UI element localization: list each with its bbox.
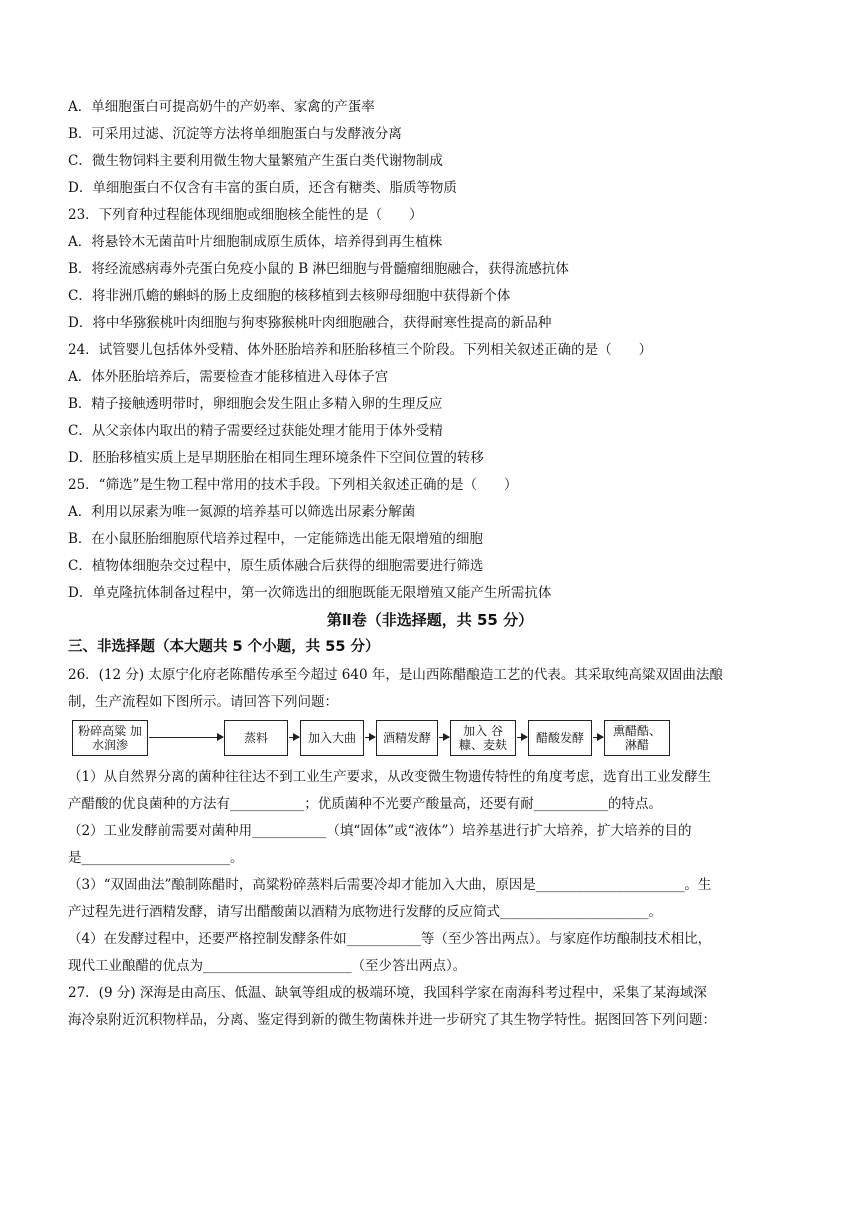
q24-stem: 24．试管婴儿包括体外受精、体外胚胎培养和胚胎移植三个阶段。下列相关叙述正确的是（ ） xyxy=(68,342,653,358)
flow-arrow xyxy=(517,737,527,738)
q26-intro-line-2: 制，生产流程如下图所示。请回答下列问题： xyxy=(68,694,338,710)
flow-step-steam: 蒸料 xyxy=(224,720,288,756)
q27-intro-line-1: 27．(9 分) 深海是由高压、低温、缺氧等组成的极端环境，我国科学家在南海科考过程中，采集了某海域深 xyxy=(68,985,707,1001)
flow-step-alcohol-fermentation: 酒精发酵 xyxy=(376,720,438,756)
q26-part1-line-2: 产醋酸的优良菌种的方法有___________；优质菌种不光要产酸量高，还要有耐___________的特点。 xyxy=(68,796,662,812)
flow-arrow xyxy=(289,737,299,738)
part-title: 三、非选择题（本大题共 5 个小题，共 55 分） xyxy=(68,639,380,655)
q22-option-a: A．单细胞蛋白可提高奶牛的产奶率、家禽的产蛋率 xyxy=(68,99,375,115)
q25-option-c: C．植物体细胞杂交过程中，原生质体融合后获得的细胞需要进行筛选 xyxy=(68,558,484,574)
q26-part2-line-1: （2）工业发酵前需要对菌种用___________（填“固体”或“液体”）培养基进行扩大培养，扩大培养的目的 xyxy=(68,823,692,839)
q23-option-b: B．将经流感病毒外壳蛋白免疫小鼠的 B 淋巴细胞与骨髓瘤细胞融合，获得流感抗体 xyxy=(68,261,569,277)
flow-step-add-daqu: 加入大曲 xyxy=(300,720,364,756)
q25-option-b: B．在小鼠胚胎细胞原代培养过程中，一定能筛选出能无限增殖的细胞 xyxy=(68,531,483,547)
q25-stem: 25．“筛选”是生物工程中常用的技术手段。下列相关叙述正确的是（ ） xyxy=(68,477,518,493)
q25-option-d: D．单克隆抗体制备过程中，第一次筛选出的细胞既能无限增殖又能产生所需抗体 xyxy=(68,585,552,601)
q26-part4-line-1: （4）在发酵过程中，还要严格控制发酵条件如___________等（至少答出两点）。与家庭作坊酿制技术相比， xyxy=(68,931,712,947)
flow-arrow xyxy=(365,737,375,738)
q26-part3-line-1: （3）“双固曲法”酿制陈醋时，高粱粉碎蒸料后需要冷却才能加入大曲，原因是______________________。生 xyxy=(68,877,712,893)
q23-option-d: D．将中华猕猴桃叶肉细胞与狗枣猕猴桃叶肉细胞融合，获得耐寒性提高的新品种 xyxy=(68,315,552,331)
q22-option-c: C．微生物饲料主要利用微生物大量繁殖产生蛋白类代谢物制成 xyxy=(68,153,443,169)
q23-stem: 23．下列育种过程能体现细胞或细胞核全能性的是（ ） xyxy=(68,207,423,223)
q22-option-d: D．单细胞蛋白不仅含有丰富的蛋白质，还含有糖类、脂质等物质 xyxy=(68,180,457,196)
flow-arrow xyxy=(593,737,603,738)
q24-option-c: C．从父亲体内取出的精子需要经过获能处理才能用于体外受精 xyxy=(68,423,443,439)
flow-arrow xyxy=(439,737,449,738)
production-flow-diagram xyxy=(72,720,661,760)
flow-arrow xyxy=(149,737,223,738)
q26-part2-line-2: 是______________________。 xyxy=(68,850,244,866)
q24-option-b: B．精子接触透明带时，卵细胞会发生阻止多精入卵的生理反应 xyxy=(68,396,443,412)
q26-intro-line-1: 26．(12 分) 太原宁化府老陈醋传承至今超过 640 年，是山西陈醋酿造工艺的代表。其采取纯高粱双固曲法酿 xyxy=(68,667,723,683)
q22-option-b: B．可采用过滤、沉淀等方法将单细胞蛋白与发酵液分离 xyxy=(68,126,402,142)
q26-part4-line-2: 现代工业酿醋的优点为______________________（至少答出两点）。 xyxy=(68,958,467,974)
q24-option-a: A．体外胚胎培养后，需要检查才能移植进入母体子宫 xyxy=(68,369,389,385)
q26-part1-line-1: （1）从自然界分离的菌种往往达不到工业生产要求，从改变微生物遗传特性的角度考虑，选育出工业发酵生 xyxy=(68,769,712,785)
flow-step-acetic-fermentation: 醋酸发酵 xyxy=(528,720,592,756)
q27-intro-line-2: 海冷泉附近沉积物样品，分离、鉴定得到新的微生物菌株并进一步研究了其生物学特性。据图回答下列问题： xyxy=(68,1012,716,1028)
q23-option-a: A．将悬铃木无菌苗叶片细胞制成原生质体，培养得到再生植株 xyxy=(68,234,443,250)
flow-step-crush-sorghum: 粉碎高粱 加水润渗 xyxy=(72,720,148,756)
q24-option-d: D．胚胎移植实质上是早期胚胎在相同生理环境条件下空间位置的转移 xyxy=(68,450,484,466)
q23-option-c: C．将非洲爪蟾的蝌蚪的肠上皮细胞的核移植到去核卵母细胞中获得新个体 xyxy=(68,288,511,304)
q26-part3-line-2: 产过程先进行酒精发酵，请写出醋酸菌以酒精为底物进行发酵的反应简式______________________。 xyxy=(68,904,662,920)
section-title: 第Ⅱ卷（非选择题，共 55 分） xyxy=(326,611,534,629)
flow-step-add-husk-bran: 加入 谷糠、麦麸 xyxy=(450,720,516,756)
flow-step-smoke-and-leach: 熏醋酷、 淋醋 xyxy=(604,720,670,756)
q25-option-a: A．利用以尿素为唯一氮源的培养基可以筛选出尿素分解菌 xyxy=(68,504,416,520)
